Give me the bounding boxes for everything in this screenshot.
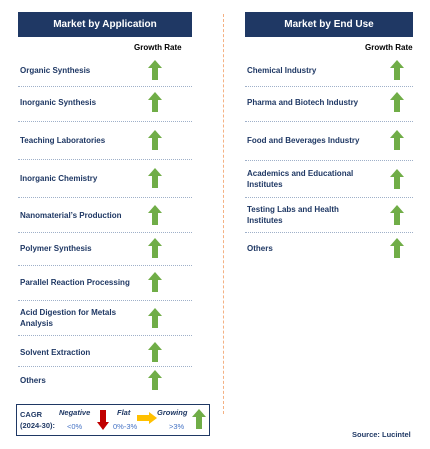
application-row-separator: [18, 300, 192, 301]
application-row-separator: [18, 366, 192, 367]
legend-negative-title: Negative: [59, 408, 91, 417]
end-use-growth-rate-label: Growth Rate: [365, 43, 413, 52]
column-divider: [223, 14, 224, 414]
end_use-item-label: Food and Beverages Industry: [247, 135, 360, 145]
growth-up-arrow-icon: [148, 370, 162, 390]
end_use-row-separator: [245, 197, 413, 198]
growth-up-arrow-icon: [148, 205, 162, 225]
growth-up-arrow-icon: [148, 168, 162, 188]
end_use-item-label: Testing Labs and Health Institutes: [247, 205, 339, 225]
application-item-label: Inorganic Synthesis: [20, 97, 97, 107]
application-item-label: Solvent Extraction: [20, 347, 91, 357]
legend-flat-range: 0%-3%: [113, 422, 138, 431]
end_use-row-separator: [245, 232, 413, 233]
application-item-label: Inorganic Chemistry: [20, 173, 98, 183]
growth-up-arrow-icon: [390, 60, 404, 80]
application-item-label: Parallel Reaction Processing: [20, 277, 130, 287]
application-row-separator: [18, 265, 192, 266]
growth-up-arrow-icon: [390, 92, 404, 112]
end_use-row-separator: [245, 86, 413, 87]
application-row-separator: [18, 121, 192, 122]
end_use-row-separator: [245, 121, 413, 122]
up-arrow-icon: [192, 409, 206, 429]
growth-up-arrow-icon: [390, 169, 404, 189]
application-item-label: Organic Synthesis: [20, 65, 91, 75]
application-item-label: Nanomaterial’s Production: [20, 210, 122, 220]
application-row-separator: [18, 197, 192, 198]
growth-up-arrow-icon: [148, 238, 162, 258]
growth-up-arrow-icon: [148, 308, 162, 328]
growth-up-arrow-icon: [390, 238, 404, 258]
growth-up-arrow-icon: [148, 130, 162, 150]
cagr-legend: [16, 404, 210, 436]
growth-up-arrow-icon: [148, 342, 162, 362]
end-use-header: Market by End Use: [245, 12, 413, 37]
growth-up-arrow-icon: [390, 130, 404, 150]
application-row-separator: [18, 159, 192, 160]
application-item-label: Polymer Synthesis: [20, 243, 92, 253]
application-growth-rate-label: Growth Rate: [134, 43, 182, 52]
source-note: Source: Lucintel: [352, 430, 411, 439]
end_use-item-label: Others: [247, 243, 273, 253]
legend-flat-title: Flat: [117, 408, 131, 417]
application-row-separator: [18, 232, 192, 233]
legend-negative-range: <0%: [67, 422, 83, 431]
end_use-item-label: Chemical Industry: [247, 65, 317, 75]
legend-cagr-label: CAGR (2024-30):: [20, 410, 56, 430]
application-row-separator: [18, 335, 192, 336]
end_use-item-label: Academics and Educational Institutes: [247, 169, 354, 189]
legend-growing-range: >3%: [169, 422, 185, 431]
down-arrow-icon: [97, 410, 109, 430]
end_use-row-separator: [245, 160, 413, 161]
growth-up-arrow-icon: [148, 92, 162, 112]
application-item-label: Acid Digestion for Metals Analysis: [20, 308, 117, 328]
growth-up-arrow-icon: [148, 272, 162, 292]
right-arrow-icon: [137, 412, 157, 424]
legend-growing-title: Growing: [157, 408, 188, 417]
growth-up-arrow-icon: [148, 60, 162, 80]
end_use-item-label: Pharma and Biotech Industry: [247, 97, 359, 107]
application-header: Market by Application: [18, 12, 192, 37]
growth-up-arrow-icon: [390, 205, 404, 225]
application-row-separator: [18, 86, 192, 87]
application-item-label: Teaching Laboratories: [20, 135, 106, 145]
application-item-label: Others: [20, 375, 46, 385]
